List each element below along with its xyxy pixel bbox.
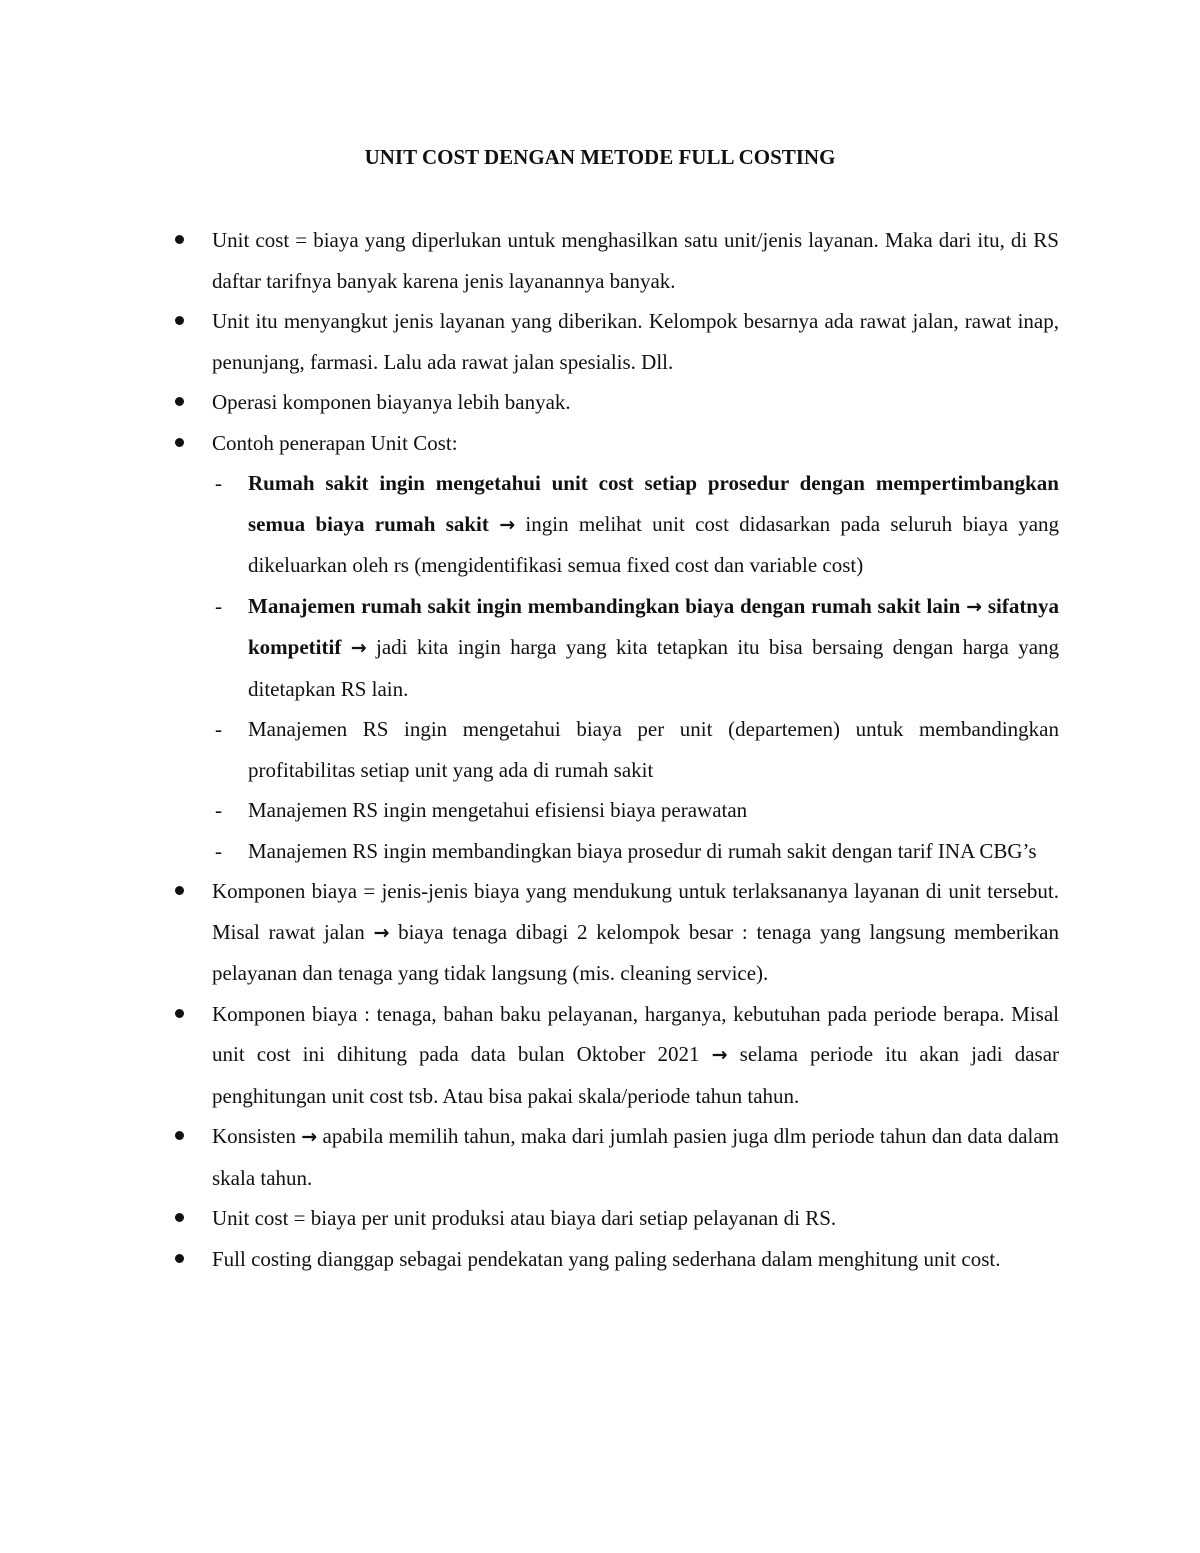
bullet-dot-icon: [175, 438, 184, 447]
right-arrow-icon: →: [301, 1126, 318, 1148]
sublist-text: Manajemen RS ingin mengetahui efisiensi biaya perawatan: [248, 798, 748, 822]
bullet-dot-icon: [175, 1254, 184, 1263]
bullet-dot-icon: [175, 235, 184, 244]
bullet-dot-icon: [175, 316, 184, 325]
bullet-dot-icon: [175, 886, 184, 895]
sublist-text: ingin melihat unit cost didasarkan pada seluruh biaya yang dikeluarkan oleh rs (mengidentifikasi semua fixed cost dan variable cost): [248, 511, 1060, 577]
sublist-text: Manajemen RS ingin membandingkan biaya prosedur di rumah sakit dengan tarif INA CBG’s: [248, 838, 1037, 863]
bullet-text: Full costing dianggap sebagai pendekatan yang paling sederhana dalam menghitung unit cost.: [212, 1246, 1001, 1271]
bullet-item-unit-service: [212, 301, 1059, 382]
sublist-item: [215, 831, 1059, 872]
dash-marker: -: [215, 798, 222, 822]
right-arrow-icon: →: [499, 513, 516, 536]
sublist-text: Manajemen RS ingin mengetahui biaya per unit (departemen) untuk membandingkan profitabilitas setiap unit yang ada di rumah sakit: [248, 717, 1059, 782]
right-arrow-icon: →: [966, 595, 983, 618]
sublist-item: [215, 463, 1060, 586]
bullet-text: Unit cost = biaya per unit produksi atau biaya dari setiap pelayanan di RS.: [212, 1206, 837, 1230]
dash-marker: -: [215, 717, 222, 741]
bullet-item-cost-components-detail: [212, 994, 1059, 1117]
bold-phrase: Manajemen rumah sakit ingin membandingkan biaya dengan rumah sakit lain: [248, 593, 961, 618]
bullet-dot-icon: [175, 1131, 184, 1140]
bullet-text: Unit itu menyangkut jenis layanan yang diberikan. Kelompok besarnya ada rawat jalan, rawat inap, penunjang, farmasi. Lalu ada rawat jalan spesialis. Dll.: [212, 309, 1059, 374]
document-title: UNIT COST DENGAN METODE FULL COSTING: [364, 145, 836, 169]
sublist-text: jadi kita ingin harga yang kita tetapkan itu bisa bersaing dengan harga yang ditetapkan RS lain.: [248, 635, 1060, 701]
sublist-item: [215, 586, 1060, 710]
sublist-item: [215, 709, 1059, 790]
bold-phrase: Rumah sakit ingin mengetahui unit cost setiap prosedur dengan mempertimbangkan semua biaya rumah sakit: [248, 471, 1059, 536]
dash-marker: -: [215, 471, 222, 495]
bullet-text: selama periode itu akan jadi dasar penghitungan unit cost tsb. Atau bisa pakai skala/periode tahun tahun.: [212, 1042, 1060, 1108]
bullet-item-full-costing: [212, 1239, 1059, 1280]
bullet-item-unit-cost-per-unit: [212, 1198, 1059, 1239]
document-body: [212, 220, 1059, 1279]
bullet-text: Unit cost = biaya yang diperlukan untuk menghasilkan satu unit/jenis layanan. Maka dari itu, di RS daftar tarifnya banyak karena jenis layanannya banyak.: [212, 228, 1059, 293]
example-sublist: [212, 463, 1059, 871]
dash-marker: -: [215, 593, 222, 618]
bullet-dot-icon: [175, 1213, 184, 1222]
bullet-text: Komponen biaya = jenis-jenis biaya yang mendukung untuk terlaksananya layanan di unit tersebut. Misal rawat jalan: [212, 879, 1059, 944]
right-arrow-icon: →: [350, 637, 367, 659]
bullet-text: Contoh penerapan Unit Cost:: [212, 430, 458, 455]
bullet-text: biaya tenaga dibagi 2 kelompok besar : tenaga yang langsung memberikan pelayanan dan tenaga yang tidak langsung (mis. cleaning service).: [212, 919, 1060, 985]
bullet-item-operations: [212, 382, 1059, 423]
bold-phrase: sifatnya kompetitif: [248, 593, 1059, 659]
bullet-item-unit-cost-definition: [212, 220, 1059, 301]
right-arrow-icon: →: [711, 1044, 728, 1066]
bullet-item-cost-components: [212, 871, 1059, 994]
bullet-text: Komponen biaya : tenaga, bahan baku pelayanan, harganya, kebutuhan pada periode berapa. Misal unit cost ini dihitung pada data bulan Oktober 2021: [212, 1001, 1059, 1066]
sublist-item: [215, 790, 1059, 831]
bullet-text: apabila memilih tahun, maka dari jumlah pasien juga dlm periode tahun dan data dalam skala tahun.: [212, 1124, 1060, 1190]
bullet-text: Konsisten: [212, 1124, 296, 1148]
bullet-text: Operasi komponen biayanya lebih banyak.: [212, 390, 571, 414]
bullet-dot-icon: [175, 397, 184, 406]
dash-marker: -: [215, 838, 222, 863]
bullet-item-unit-cost-examples: [212, 423, 1059, 872]
bullet-dot-icon: [175, 1009, 184, 1018]
bullet-item-consistency: [212, 1116, 1059, 1198]
right-arrow-icon: →: [373, 921, 390, 944]
